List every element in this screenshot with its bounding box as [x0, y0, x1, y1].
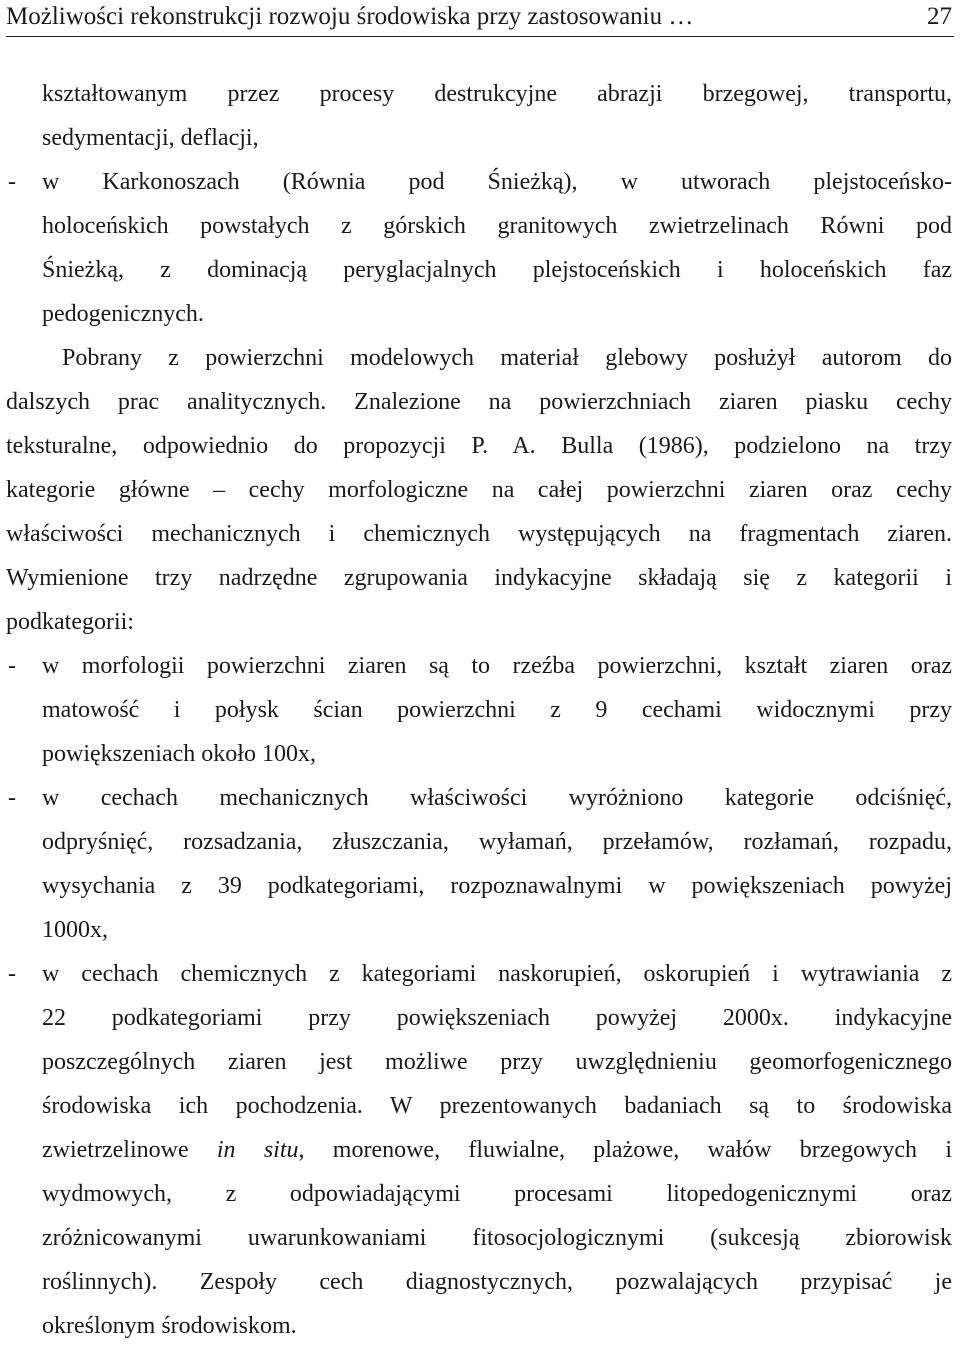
text-line: właściwości mechanicznych i chemicznych występujących na fragmentach ziaren.	[6, 521, 952, 547]
text-line: środowiska ich pochodzenia. W prezentowanych badaniach są to środowiska	[42, 1093, 952, 1119]
text-line: 22 podkategoriami przy powiększeniach powyżej 2000x. indykacyjne	[42, 1005, 952, 1031]
text-line: Wymienione trzy nadrzędne zgrupowania indykacyjne składają się z kategorii i	[6, 565, 952, 591]
paragraph-first-line: Pobrany z powierzchni modelowych materiał glebowy posłużył autorom do	[62, 345, 952, 371]
text-line: wydmowych, z odpowiadającymi procesami litopedogenicznymi oraz	[42, 1181, 952, 1207]
list-item-line: w Karkonoszach (Równia pod Śnieżką), w utworach plejstoceńsko-	[42, 169, 952, 195]
running-header-title: Możliwości rekonstrukcji rozwoju środowiska przy zastosowaniu …	[6, 3, 694, 30]
list-item-line: w cechach chemicznych z kategoriami naskorupień, oskorupień i wytrawiania z	[42, 961, 952, 987]
text-line: powiększeniach około 100x,	[42, 741, 316, 767]
running-header	[6, 2, 954, 37]
text-line: poszczególnych ziaren jest możliwe przy uwzględnieniu geomorfogenicznego	[42, 1049, 952, 1075]
text-line: określonym środowiskom.	[42, 1313, 297, 1339]
text-line: 1000x,	[42, 917, 108, 943]
text-line: Śnieżką, z dominacją peryglacjalnych plejstoceńskich i holoceńskich faz	[42, 257, 952, 283]
list-bullet-dash: -	[8, 169, 16, 195]
text-line: roślinnych). Zespoły cech diagnostycznych, pozwalających przypisać je	[42, 1269, 952, 1295]
text-line: holoceńskich powstałych z górskich granitowych zwietrzelinach Równi pod	[42, 213, 952, 239]
text-line: matowość i połysk ścian powierzchni z 9 cechami widocznymi przy	[42, 697, 952, 723]
list-bullet-dash: -	[8, 785, 16, 811]
text-line: zróżnicowanymi uwarunkowaniami fitosocjologicznymi (sukcesją zbiorowisk	[42, 1225, 952, 1251]
italic-term: in situ	[216, 1137, 299, 1163]
text-line: zwietrzelinowe in situ, morenowe, fluwialne, plażowe, wałów brzegowych i	[42, 1137, 952, 1163]
list-bullet-dash: -	[8, 961, 16, 987]
text-line: odpryśnięć, rozsadzania, złuszczania, wyłamań, przełamów, rozłamań, rozpadu,	[42, 829, 952, 855]
list-bullet-dash: -	[8, 653, 16, 679]
text-line: kształtowanym przez procesy destrukcyjne abrazji brzegowej, transportu,	[42, 81, 952, 107]
text-line: pedogenicznych.	[42, 301, 204, 327]
page-number: 27	[927, 3, 952, 30]
text-line: podkategorii:	[6, 609, 134, 635]
text-line: dalszych prac analitycznych. Znalezione na powierzchniach ziaren piasku cechy	[6, 389, 952, 415]
list-item-line: w morfologii powierzchni ziaren są to rzeźba powierzchni, kształt ziaren oraz	[42, 653, 952, 679]
text-line: teksturalne, odpowiednio do propozycji P. A. Bulla (1986), podzielono na trzy	[6, 433, 952, 459]
text-line: kategorie główne – cechy morfologiczne na całej powierzchni ziaren oraz cechy	[6, 477, 952, 503]
list-item-line: w cechach mechanicznych właściwości wyróżniono kategorie odciśnięć,	[42, 785, 952, 811]
text-line: wysychania z 39 podkategoriami, rozpoznawalnymi w powiększeniach powyżej	[42, 873, 952, 899]
text-line: sedymentacji, deflacji,	[42, 125, 259, 151]
